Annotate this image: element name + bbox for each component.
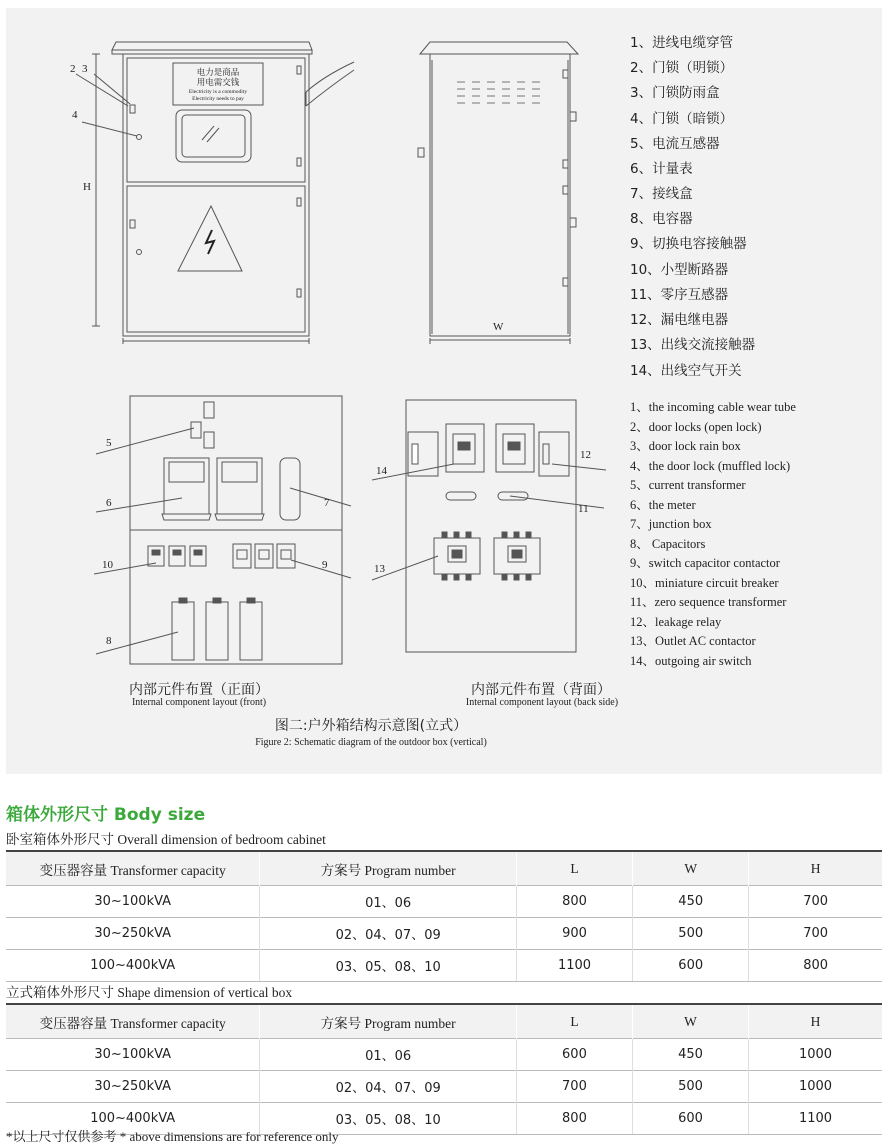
internal-back-layout — [372, 400, 606, 652]
cell: 30~100kVA — [6, 1039, 260, 1071]
legend-en-item: 8、 Capacitors — [630, 537, 706, 551]
legend-cn-item: 13、出线交流接触器 — [630, 337, 756, 353]
label-14: 14 — [376, 465, 387, 477]
legend-en-item: 14、outgoing air switch — [630, 654, 752, 668]
cell: 01、06 — [260, 886, 517, 918]
cell: 500 — [632, 1071, 748, 1103]
back-caption-en: Internal component layout (back side) — [465, 697, 619, 708]
cell: 800 — [749, 950, 882, 982]
cell: 100~400kVA — [6, 1103, 260, 1135]
door-sign-cn1: 电力是商品 — [196, 67, 240, 77]
legend-cn-item: 2、门锁（明锁） — [630, 60, 734, 76]
cell: 30~250kVA — [6, 918, 260, 950]
cabinet-front-view — [70, 42, 354, 344]
cabinet-side-view — [418, 42, 578, 344]
header-h: H — [749, 851, 882, 886]
legend-cn-item: 7、接线盒 — [630, 186, 693, 202]
legend-en-item: 13、Outlet AC contactor — [630, 634, 756, 648]
cell: 30~250kVA — [6, 1071, 260, 1103]
cell: 1100 — [516, 950, 632, 982]
front-caption-cn: 内部元件布置（正面） — [129, 682, 269, 698]
legend-cn-item: 1、进线电缆穿管 — [630, 35, 734, 51]
cell: 30~100kVA — [6, 886, 260, 918]
dimension-w-label: W — [493, 321, 504, 333]
header-program: 方案号 Program number — [260, 1004, 517, 1039]
legend-cn-item: 9、切换电容接触器 — [630, 236, 747, 252]
cell: 03、05、08、10 — [260, 950, 517, 982]
label-9: 9 — [322, 559, 328, 571]
label-6: 6 — [106, 497, 112, 509]
cell: 100~400kVA — [6, 950, 260, 982]
figure-caption-en: Figure 2: Schematic diagram of the outdoor box (vertical) — [255, 737, 487, 748]
cell: 01、06 — [260, 1039, 517, 1071]
header-program: 方案号 Program number — [260, 851, 517, 886]
table-row — [6, 918, 882, 950]
legend-en-item: 2、door locks (open lock) — [630, 420, 762, 434]
table-row — [6, 886, 882, 918]
legend-cn-item: 11、零序互感器 — [630, 287, 729, 303]
dimension-h-label: H — [83, 181, 91, 193]
cell: 1000 — [749, 1071, 882, 1103]
legend-en-item: 6、the meter — [630, 498, 696, 512]
header-w: W — [632, 1004, 748, 1039]
legend-en-item: 3、door lock rain box — [630, 439, 741, 453]
cell: 600 — [632, 1103, 748, 1135]
legend-cn-item: 6、计量表 — [630, 161, 693, 177]
cell: 800 — [516, 886, 632, 918]
header-l: L — [516, 1004, 632, 1039]
label-7: 7 — [324, 497, 330, 509]
door-sign-en1: Electricity is a commodity — [188, 89, 248, 95]
label-13: 13 — [374, 563, 385, 575]
cell: 700 — [749, 918, 882, 950]
cell: 02、04、07、09 — [260, 1071, 517, 1103]
legend-cn-item: 8、电容器 — [630, 211, 693, 227]
table-row — [6, 950, 882, 982]
legend-en-item: 5、current transformer — [630, 478, 746, 492]
legend-cn-item: 3、门锁防雨盒 — [630, 85, 720, 101]
cell: 450 — [633, 886, 749, 918]
table-header-row — [6, 851, 882, 886]
cell: 450 — [632, 1039, 748, 1071]
cell: 700 — [516, 1071, 632, 1103]
cell: 1100 — [749, 1103, 882, 1135]
label-2: 2 — [70, 63, 76, 75]
legend-cn-item: 4、门锁（暗锁） — [630, 111, 734, 127]
label-4: 4 — [72, 109, 78, 121]
figure-caption-cn: 图二:户外箱结构示意图(立式） — [274, 718, 468, 734]
legend-cn-item: 14、出线空气开关 — [630, 363, 742, 379]
label-12: 12 — [580, 449, 591, 461]
label-10: 10 — [102, 559, 113, 571]
label-11: 11 — [578, 503, 589, 515]
cell: 900 — [516, 918, 632, 950]
header-capacity: 变压器容量 Transformer capacity — [6, 1004, 260, 1039]
label-3: 3 — [82, 63, 88, 75]
header-h: H — [749, 1004, 882, 1039]
door-sign-en2: Electricity needs to pay — [192, 96, 244, 102]
footnote: *以上尺寸仅供参考 * above dimensions are for reference only — [6, 1129, 339, 1144]
diagram-panel — [6, 8, 882, 774]
legend-en-item: 10、miniature circuit breaker — [630, 576, 779, 590]
vertical-box-table — [6, 1003, 882, 1135]
back-caption-cn: 内部元件布置（背面） — [471, 682, 611, 698]
cell: 600 — [633, 950, 749, 982]
bedroom-cabinet-table — [6, 850, 882, 982]
label-8: 8 — [106, 635, 112, 647]
legend-cn-item: 12、漏电继电器 — [630, 312, 729, 328]
legend-cn-item: 10、小型断路器 — [630, 262, 729, 278]
cell: 500 — [633, 918, 749, 950]
cell: 700 — [749, 886, 882, 918]
legend-en-item: 7、junction box — [630, 517, 712, 531]
legend-en-item: 11、zero sequence transformer — [630, 595, 787, 609]
cell: 03、05、08、10 — [260, 1103, 517, 1135]
table1-title: 卧室箱体外形尺寸 Overall dimension of bedroom cabinet — [6, 832, 326, 847]
cell: 600 — [516, 1039, 632, 1071]
legend-en-item: 1、the incoming cable wear tube — [630, 400, 796, 414]
legend-en-item: 12、leakage relay — [630, 615, 722, 629]
internal-front-layout — [94, 396, 351, 664]
cell: 1000 — [749, 1039, 882, 1071]
table-row — [6, 1071, 882, 1103]
legend-cn-item: 5、电流互感器 — [630, 136, 720, 152]
header-w: W — [633, 851, 749, 886]
table-header-row — [6, 1004, 882, 1039]
cell: 02、04、07、09 — [260, 918, 517, 950]
door-sign-cn2: 用电需交钱 — [196, 77, 240, 87]
table2-title: 立式箱体外形尺寸 Shape dimension of vertical box — [6, 985, 293, 1000]
label-5: 5 — [106, 437, 112, 449]
table-row — [6, 1039, 882, 1071]
header-l: L — [516, 851, 632, 886]
header-capacity: 变压器容量 Transformer capacity — [6, 851, 260, 886]
cell: 800 — [516, 1103, 632, 1135]
legend-en-item: 9、switch capacitor contactor — [630, 556, 780, 570]
body-size-title: 箱体外形尺寸 Body size — [6, 805, 206, 825]
legend-en-item: 4、the door lock (muffled lock) — [630, 459, 791, 473]
front-caption-en: Internal component layout (front) — [131, 697, 267, 708]
